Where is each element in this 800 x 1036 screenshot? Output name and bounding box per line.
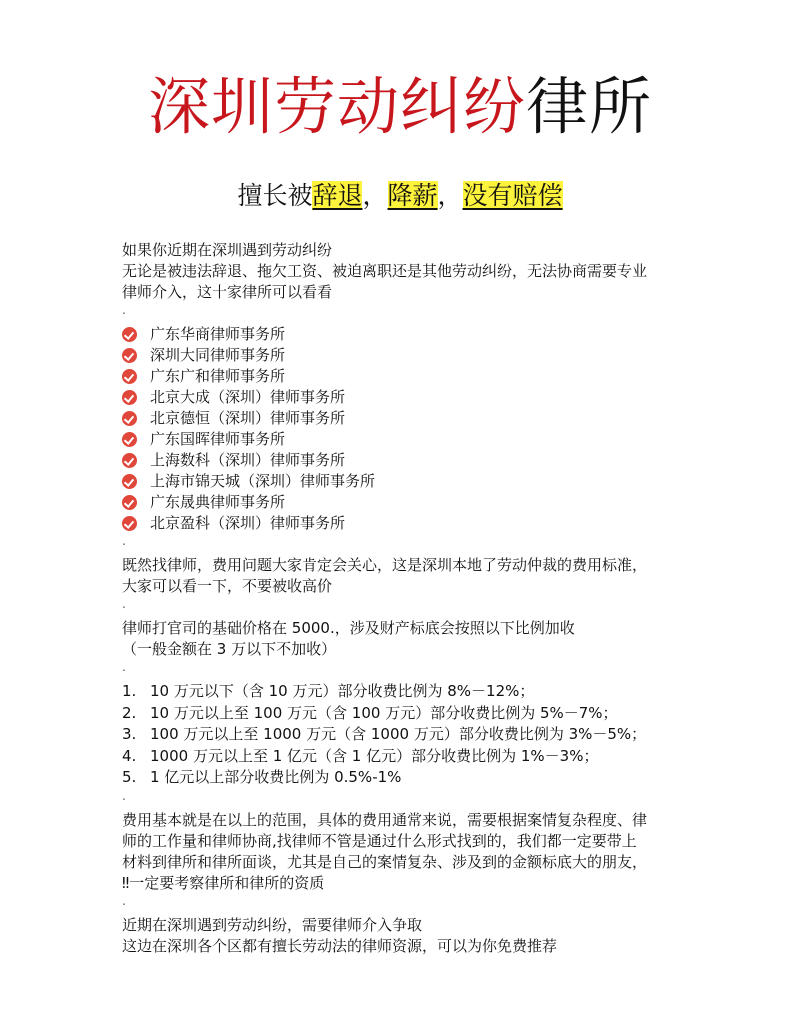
fee-tier-text: 1 亿元以上部分收费比例为 0.5%-1% <box>150 768 402 786</box>
law-firm-name: 北京德恒（深圳）律师事务所 <box>150 409 346 427</box>
law-firm-name: 广东广和律师事务所 <box>150 367 286 385</box>
law-firm-name: 广东晟典律师事务所 <box>150 493 286 511</box>
section-separator: . <box>122 303 126 317</box>
fee-notes-line: ‼一定要考察律所和律所的资质 <box>122 873 325 892</box>
fee-tier-text: 100 万元以上至 1000 万元（含 1000 万元）部分收费比例为 3%－5%； <box>150 725 647 743</box>
law-firm-name: 深圳大同律师事务所 <box>150 346 286 364</box>
fee-tier-list <box>122 681 702 789</box>
list-item <box>122 450 702 471</box>
subtitle-prefix: 擅长被 <box>237 181 313 210</box>
fee-tier-text: 10 万元以上至 100 万元（含 100 万元）部分收费比例为 5%－7%； <box>150 703 618 722</box>
list-item <box>122 324 702 345</box>
intro-line: 无论是被违法辞退、拖欠工资、被迫离职还是其他劳动纠纷，无法协商需要专业 <box>122 262 648 280</box>
check-circle-icon <box>122 411 137 426</box>
law-firm-name: 上海数科（深圳）律师事务所 <box>150 451 346 469</box>
closing-line: 这边在深圳各个区都有擅长劳动法的律师资源，可以为你免费推荐 <box>122 936 558 955</box>
subtitle-separator: ， <box>362 181 388 210</box>
title-black-part: 律所 <box>526 70 653 143</box>
highlight-pay-cut: 降薪 <box>387 181 438 210</box>
section-separator: . <box>122 788 126 803</box>
check-circle-icon <box>122 327 137 342</box>
list-item <box>122 681 702 703</box>
check-circle-icon <box>122 369 137 384</box>
article-body <box>122 240 702 957</box>
law-firm-name: 北京大成（深圳）律师事务所 <box>150 388 346 406</box>
check-circle-icon <box>122 390 137 405</box>
fee-tier-number: 4. <box>122 746 137 765</box>
list-item <box>122 471 702 492</box>
fee-tier-number: 5. <box>122 768 137 786</box>
check-circle-icon <box>122 432 137 447</box>
law-firm-name: 广东华商律师事务所 <box>150 325 286 343</box>
intro-line: 如果你近期在深圳遇到劳动纠纷 <box>122 241 333 259</box>
list-item <box>122 492 702 513</box>
list-item <box>122 387 702 408</box>
check-circle-icon <box>122 474 137 489</box>
fee-notes-line: 费用基本就是在以上的范围，具体的费用通常来说，需要根据案情复杂程度、律 <box>122 810 648 829</box>
list-item <box>122 703 702 725</box>
fee-tier-text: 1000 万元以上至 1 亿元（含 1 亿元）部分收费比例为 1%－3%； <box>150 746 599 765</box>
list-item <box>122 724 702 746</box>
law-firm-name: 北京盈科（深圳）律师事务所 <box>150 514 346 532</box>
highlight-dismissal: 辞退 <box>312 181 363 210</box>
fee-tier-number: 1. <box>122 682 137 700</box>
intro-line: 律师介入，这十家律所可以看看 <box>122 283 333 301</box>
section-separator: . <box>122 534 126 548</box>
list-item <box>122 366 702 387</box>
fee-tier-number: 3. <box>122 725 137 743</box>
fees-intro-line: 大家可以看一下，不要被收高价 <box>122 577 333 595</box>
title-red-part: 深圳劳动纠纷 <box>147 70 526 143</box>
list-item <box>122 513 702 534</box>
fee-tier-text: 10 万元以下（含 10 万元）部分收费比例为 8%－12%； <box>150 682 535 700</box>
closing-line: 近期在深圳遇到劳动纠纷，需要律师介入争取 <box>122 915 423 934</box>
law-firm-name: 广东国晖律师事务所 <box>150 430 286 448</box>
fee-notes-line: 师的工作量和律师协商,找律师不管是通过什么形式找到的，我们都一定要带上 <box>122 831 637 850</box>
page-subtitle <box>0 178 800 214</box>
fees-intro-line: 既然找律师，费用问题大家肯定会关心，这是深圳本地了劳动仲裁的费用标准， <box>122 556 648 574</box>
law-firm-name: 上海市锦天城（深圳）律师事务所 <box>150 472 376 490</box>
subtitle-separator: ， <box>437 181 463 210</box>
list-item <box>122 429 702 450</box>
section-separator: . <box>122 660 126 674</box>
list-item <box>122 746 702 768</box>
list-item <box>122 767 702 789</box>
base-price-line: （一般金额在 3 万以下不加收） <box>122 640 337 658</box>
highlight-no-compensation: 没有赔偿 <box>462 181 563 210</box>
check-circle-icon <box>122 348 137 363</box>
list-item <box>122 345 702 366</box>
fee-notes-line: 材料到律所和律所面谈，尤其是自己的案情复杂、涉及到的金额标底大的朋友， <box>122 852 648 871</box>
section-separator: . <box>122 597 126 611</box>
check-circle-icon <box>122 495 137 510</box>
check-circle-icon <box>122 453 137 468</box>
law-firm-list <box>122 324 702 534</box>
page-title <box>0 70 800 144</box>
fee-tier-number: 2. <box>122 703 137 722</box>
list-item <box>122 408 702 429</box>
section-separator: . <box>122 893 126 908</box>
check-circle-icon <box>122 516 137 531</box>
base-price-line: 律师打官司的基础价格在 5000.，涉及财产标底会按照以下比例加收 <box>122 619 575 637</box>
